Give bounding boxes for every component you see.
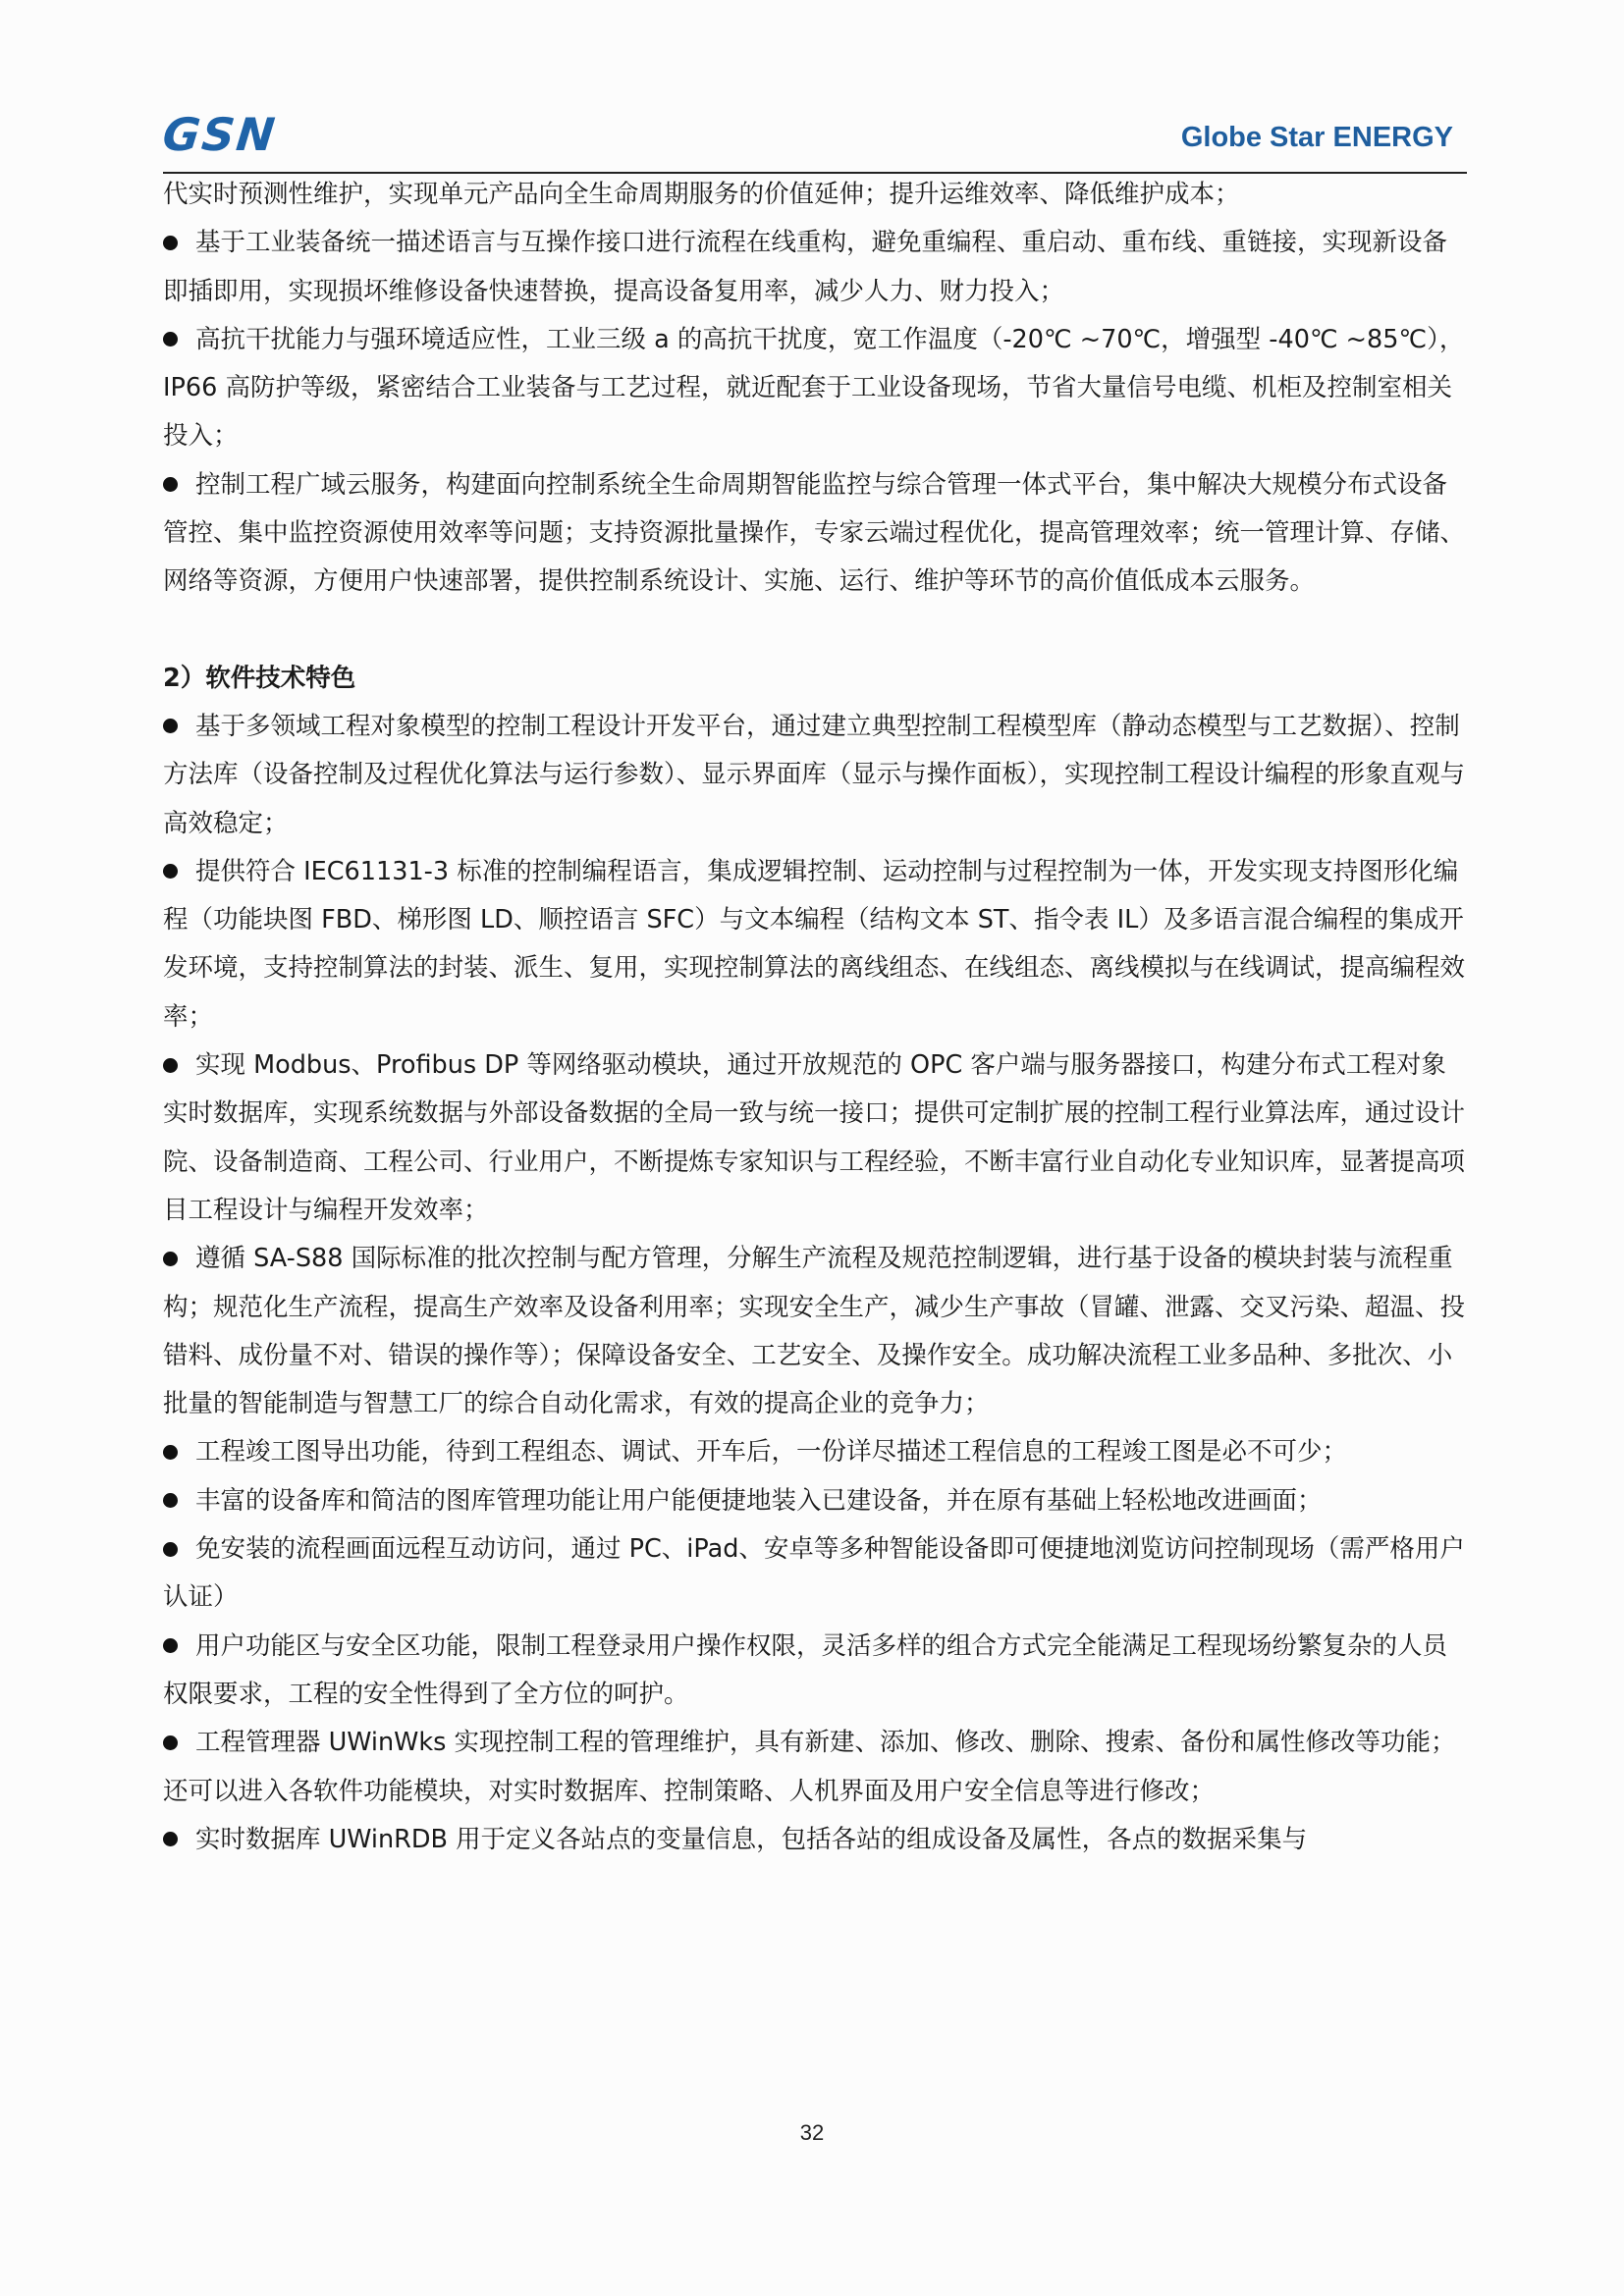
bullet-paragraph bbox=[163, 461, 1467, 607]
bullet-paragraph bbox=[163, 1525, 1467, 1623]
bullet-paragraph bbox=[163, 1623, 1467, 1720]
bullet-paragraph bbox=[163, 316, 1467, 461]
bullet-dot-icon bbox=[163, 1058, 178, 1073]
bullet-dot-icon bbox=[163, 332, 178, 347]
bullet-dot-icon bbox=[163, 1542, 178, 1557]
paragraph-text: 用户功能区与安全区功能，限制工程登录用户操作权限，灵活多样的组合方式完全能满足工程现场纷繁复杂的人员权限要求，工程的安全性得到了全方位的呵护。 bbox=[163, 1630, 1448, 1709]
paragraph-text: 工程竣工图导出功能，待到工程组态、调试、开车后，一份详尽描述工程信息的工程竣工图是必不可少； bbox=[195, 1437, 1348, 1468]
paragraph-text: 工程管理器 UWinWks 实现控制工程的管理维护，具有新建、添加、修改、删除、搜索、备份和属性修改等功能；还可以进入各软件功能模块，对实时数据库、控制策略、人机界面及用户安全信息等进行修改； bbox=[163, 1728, 1456, 1806]
bullet-paragraph bbox=[163, 1041, 1467, 1235]
bullet-paragraph bbox=[163, 1428, 1467, 1476]
paragraph-text: 遵循 SA-S88 国际标准的批次控制与配方管理，分解生产流程及规范控制逻辑，进行基于设备的模块封装与流程重构；规范化生产流程，提高生产效率及设备利用率；实现安全生产，减少生产事故（冒罐、泄露、交叉污染、超温、投错料、成份量不对、错误的操作等）；保障设备安全、工艺安全、及操作安全。成功解决流程工业多品种、多批次、小批量的智能制造与智慧工厂的综合自动化需求，有效的提高企业的竞争力； bbox=[163, 1244, 1466, 1419]
bullet-dot-icon bbox=[163, 864, 178, 879]
bullet-paragraph bbox=[163, 1235, 1467, 1428]
paragraph-text: 实时数据库 UWinRDB 用于定义各站点的变量信息，包括各站的组成设备及属性，各点的数据采集与 bbox=[195, 1824, 1308, 1854]
paragraph-list-top bbox=[163, 171, 1467, 607]
bullet-paragraph bbox=[163, 1477, 1467, 1525]
page-number: 32 bbox=[799, 2120, 825, 2145]
bullet-dot-icon bbox=[163, 1638, 178, 1653]
bullet-dot-icon bbox=[163, 719, 178, 733]
bullet-dot-icon bbox=[163, 1445, 178, 1460]
brand-name: Globe Star ENERGY bbox=[1180, 122, 1453, 153]
paragraph-text: 实现 Modbus、Profibus DP 等网络驱动模块，通过开放规范的 OPC 客户端与服务器接口，构建分布式工程对象实时数据库，实现系统数据与外部设备数据的全局一致与统一接口；提供可定制扩展的控制工程行业算法库，通过设计院、设备制造商、工程公司、行业用户，不断提炼专家知识与工程经验，不断丰富行业自动化专业知识库，显著提高项目工程设计与编程开发效率； bbox=[163, 1050, 1466, 1225]
paragraph-text: 提供符合 IEC61131-3 标准的控制编程语言，集成逻辑控制、运动控制与过程控制为一体，开发实现支持图形化编程（功能块图 FBD、梯形图 LD、顺控语言 SFC）与文本编程（结构文本 ST、指令表 IL）及多语言混合编程的集成开发环境，支持控制算法的封装、派生、复用，实现控制算法的离线组态、在线组态、离线模拟与在线调试，提高编程效率； bbox=[163, 856, 1466, 1032]
page-header bbox=[160, 106, 1467, 175]
paragraph-text: 丰富的设备库和简洁的图库管理功能让用户能便捷地装入已建设备，并在原有基础上轻松地改进画面； bbox=[195, 1485, 1323, 1516]
section-title: 2）软件技术特色 bbox=[163, 663, 356, 693]
paragraph-text: 免安装的流程画面远程互动访问，通过 PC、iPad、安卓等多种智能设备即可便捷地浏览访问控制现场（需严格用户认证） bbox=[163, 1534, 1465, 1613]
bullet-paragraph bbox=[163, 1719, 1467, 1816]
bullet-paragraph bbox=[163, 703, 1467, 848]
bullet-dot-icon bbox=[163, 1493, 178, 1508]
paragraph-text: 基于多领域工程对象模型的控制工程设计开发平台，通过建立典型控制工程模型库（静动态模型与工艺数据）、控制方法库（设备控制及过程优化算法与运行参数）、显示界面库（显示与操作面板），实现控制工程设计编程的形象直观与高效稳定； bbox=[163, 711, 1466, 838]
paragraph bbox=[163, 171, 1467, 219]
bullet-paragraph bbox=[163, 219, 1467, 316]
bullet-dot-icon bbox=[163, 477, 178, 492]
bullet-dot-icon bbox=[163, 1252, 178, 1266]
paragraph-text: 代实时预测性维护，实现单元产品向全生命周期服务的价值延伸；提升运维效率、降低维护成本； bbox=[163, 180, 1240, 209]
bullet-dot-icon bbox=[163, 236, 178, 250]
document-body bbox=[163, 171, 1467, 1864]
gsn-logo: GSN bbox=[160, 108, 280, 161]
bullet-paragraph bbox=[163, 848, 1467, 1041]
bullet-dot-icon bbox=[163, 1832, 178, 1846]
bullet-paragraph bbox=[163, 1816, 1467, 1864]
paragraph-text: 高抗干扰能力与强环境适应性，工业三级 a 的高抗干扰度，宽工作温度（-20℃ ~70℃，增强型 -40℃ ~85℃），IP66 高防护等级，紧密结合工业装备与工艺过程，就近配套于工业设备现场，节省大量信号电缆、机柜及控制室相关投入； bbox=[163, 324, 1465, 452]
paragraph-text: 基于工业装备统一描述语言与互操作接口进行流程在线重构，避免重编程、重启动、重布线、重链接，实现新设备即插即用，实现损坏维修设备快速替换，提高设备复用率，减少人力、财力投入； bbox=[163, 228, 1448, 306]
bullet-dot-icon bbox=[163, 1735, 178, 1750]
paragraph-list-bottom bbox=[163, 703, 1467, 1864]
paragraph-text: 控制工程广域云服务，构建面向控制系统全生命周期智能监控与综合管理一体式平台，集中解决大规模分布式设备管控、集中监控资源使用效率等问题；支持资源批量操作，专家云端过程优化，提高管理效率；统一管理计算、存储、网络等资源，方便用户快速部署，提供控制系统设计、实施、运行、维护等环节的高价值低成本云服务。 bbox=[163, 469, 1466, 597]
